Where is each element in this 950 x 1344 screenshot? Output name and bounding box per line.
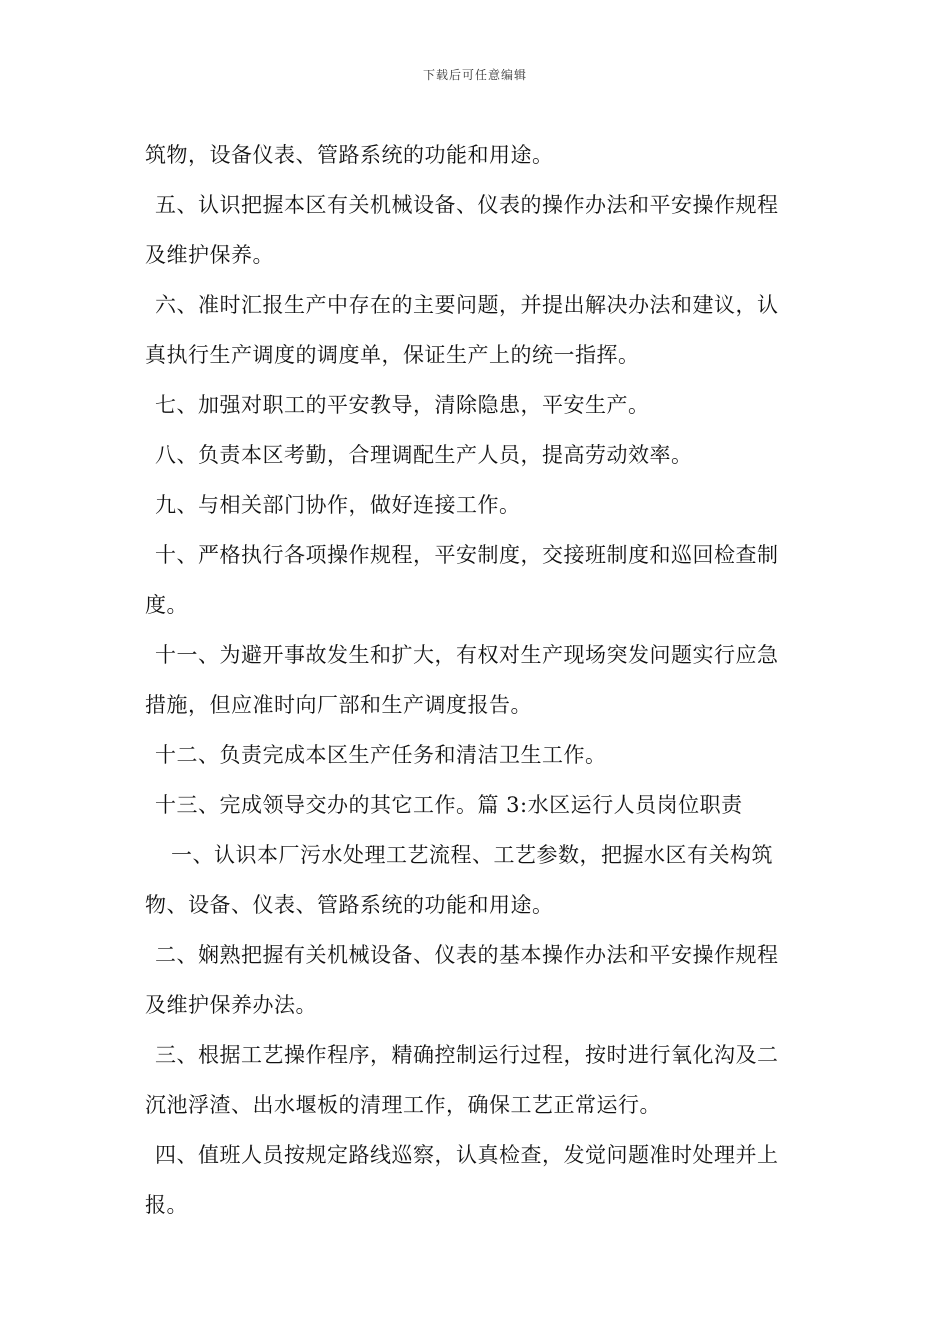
text-line: 四、值班人员按规定路线巡察，认真检查，发觉问题准时处理并上: [155, 1143, 779, 1167]
text-line: 十一、为避开事故发生和扩大，有权对生产现场突发问题实行应急: [155, 643, 779, 667]
text-line: 二、娴熟把握有关机械设备、仪表的基本操作办法和平安操作规程: [155, 943, 779, 967]
text-line: 度。: [145, 593, 188, 617]
document-body: [145, 130, 810, 1230]
text-line: 一、认识本厂污水处理工艺流程、工艺参数，把握水区有关构筑: [171, 843, 773, 867]
text-line: 八、负责本区考勤，合理调配生产人员，提高劳动效率。: [155, 443, 693, 467]
text-line: 及维护保养。: [145, 243, 274, 267]
text-line: 七、加强对职工的平安教导，清除隐患，平安生产。: [155, 393, 650, 417]
page-header: 下载后可任意编辑: [422, 68, 527, 82]
text-line: 十三、完成领导交办的其它工作。篇 3:水区运行人员岗位职责: [155, 793, 743, 817]
text-line: 筑物，设备仪表、管路系统的功能和用途。: [145, 143, 554, 167]
text-line: 措施，但应准时向厂部和生产调度报告。: [145, 693, 532, 717]
text-line: 物、设备、仪表、管路系统的功能和用途。: [145, 893, 554, 917]
text-line: 十二、负责完成本区生产任务和清洁卫生工作。: [155, 743, 607, 767]
text-line: 沉池浮渣、出水堰板的清理工作，确保工艺正常运行。: [145, 1093, 661, 1117]
text-line: 九、与相关部门协作，做好连接工作。: [155, 493, 521, 517]
text-line: 十、严格执行各项操作规程，平安制度，交接班制度和巡回检查制: [155, 543, 779, 567]
text-line: 报。: [145, 1193, 188, 1217]
text-line: 六、准时汇报生产中存在的主要问题，并提出解决办法和建议，认: [155, 293, 779, 317]
text-line: 五、认识把握本区有关机械设备、仪表的操作办法和平安操作规程: [155, 193, 779, 217]
text-line: 三、根据工艺操作程序，精确控制运行过程，按时进行氧化沟及二: [155, 1043, 779, 1067]
text-line: 及维护保养办法。: [145, 993, 317, 1017]
text-line: 真执行生产调度的调度单，保证生产上的统一指挥。: [145, 343, 640, 367]
